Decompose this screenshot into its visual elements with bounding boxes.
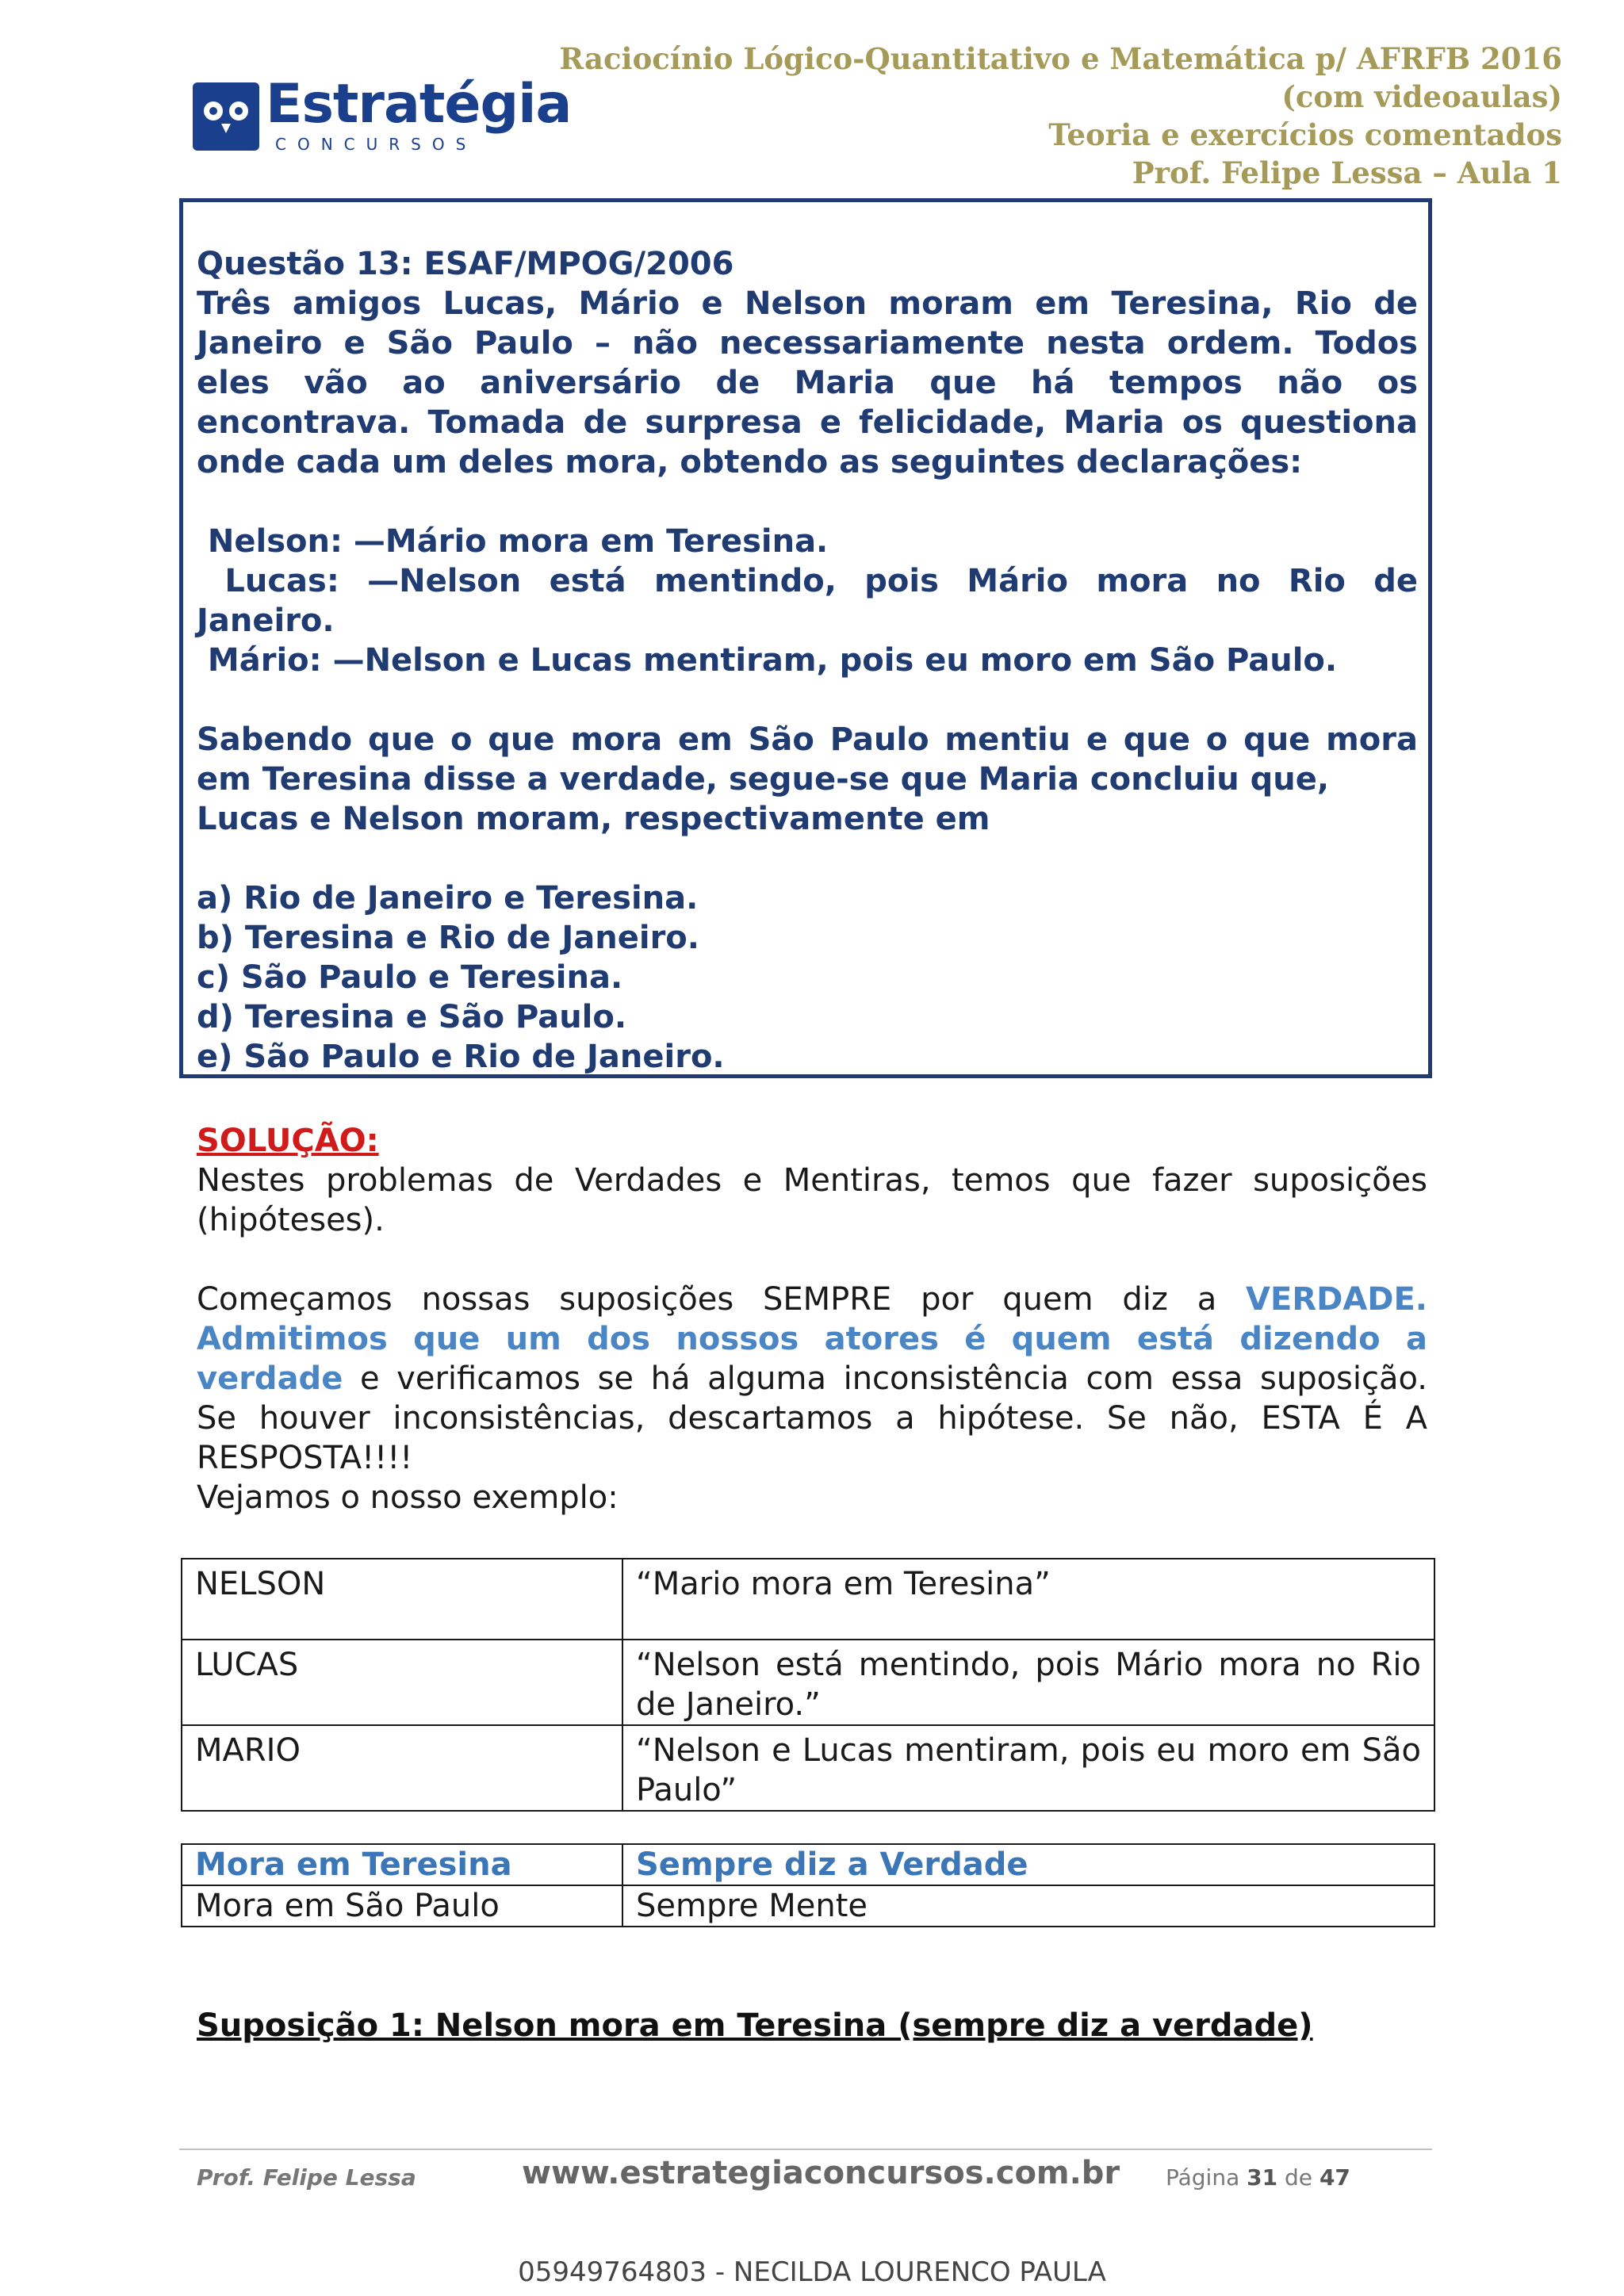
table-row [182, 1640, 1434, 1725]
option-d: d) Teresina e São Paulo. [197, 999, 627, 1035]
estrategia-logo [193, 73, 573, 157]
page-label: Página [1166, 2164, 1240, 2191]
table-cell: Mora em São Paulo [182, 1885, 622, 1927]
table-cell: Mora em Teresina [182, 1844, 622, 1885]
header-professor: Prof. Felipe Lessa – Aula 1 [1132, 155, 1562, 190]
statement-line: eles vão ao aniversário de Maria que há tempos não os [197, 365, 1418, 401]
text-span: e verificamos se há alguma inconsistência com essa suposição. [343, 1360, 1427, 1397]
declaration-lucas-cont: Janeiro. [197, 603, 335, 639]
logo-subtitle: CONCURSOS [275, 135, 477, 154]
rules-table [181, 1843, 1435, 1927]
footer-website-link[interactable]: www.estrategiaconcursos.com.br [522, 2155, 1120, 2191]
logo-name: Estratégia [266, 73, 572, 136]
table-cell-quote: “Nelson está mentindo, pois Mário mora no Rio de Janeiro.” [622, 1640, 1434, 1725]
table-cell: Sempre diz a Verdade [622, 1844, 1434, 1885]
table-row [182, 1725, 1434, 1811]
highlight-text: Admitimos que um dos nossos atores é quem está dizendo a [197, 1321, 1427, 1357]
footer-divider [179, 2149, 1432, 2150]
footer-page-number [1166, 2164, 1350, 2191]
solution-paragraph: Se houver inconsistências, descartamos a hipótese. Se não, ESTA É A [197, 1400, 1427, 1437]
owl-icon [193, 82, 259, 151]
declaration-lucas: Lucas: —Nelson está mentindo, pois Mário mora no Rio de [197, 563, 1418, 599]
solution-paragraph: (hipóteses). [197, 1202, 385, 1238]
solution-section [197, 1121, 1427, 1517]
header-course-subtitle: (com videoaulas) [1281, 79, 1562, 114]
option-b: b) Teresina e Rio de Janeiro. [197, 920, 699, 956]
table-row [182, 1885, 1434, 1927]
header-course-title: Raciocínio Lógico-Quantitativo e Matemática p/ AFRFB 2016 [559, 41, 1562, 76]
declaration-nelson: Nelson: —Mário mora em Teresina. [197, 523, 829, 560]
question-content [197, 244, 1418, 1077]
conclusion-line: em Teresina disse a verdade, segue-se que Maria concluiu que, [197, 761, 1330, 798]
solution-paragraph [197, 1280, 1427, 1319]
statement-line: onde cada um deles mora, obtendo as seguintes declarações: [197, 444, 1303, 480]
page-header [559, 40, 1562, 192]
footer-author: Prof. Felipe Lessa [197, 2164, 416, 2191]
statement-line: Três amigos Lucas, Mário e Nelson moram em Teresina, Rio de [197, 285, 1418, 322]
page-of: de [1285, 2164, 1313, 2191]
solution-heading: SOLUÇÃO: [197, 1123, 379, 1159]
declaration-mario: Mário: —Nelson e Lucas mentiram, pois eu moro em São Paulo. [197, 642, 1338, 679]
solution-paragraph [197, 1359, 1427, 1399]
supposition-heading: Suposição 1: Nelson mora em Teresina (sempre diz a verdade) [197, 2007, 1313, 2044]
solution-paragraph: Vejamos o nosso exemplo: [197, 1479, 619, 1516]
watermark-text: 05949764803 - NECILDA LOURENCO PAULA [518, 2256, 1106, 2288]
table-cell-quote: “Nelson e Lucas mentiram, pois eu moro em São Paulo” [622, 1725, 1434, 1811]
statement-line: Janeiro e São Paulo – não necessariamente nesta ordem. Todos [197, 325, 1418, 362]
table-row [182, 1559, 1434, 1640]
statements-table [181, 1558, 1435, 1812]
option-a: a) Rio de Janeiro e Teresina. [197, 880, 699, 916]
statement-line: encontrava. Tomada de surpresa e felicidade, Maria os questiona [197, 404, 1418, 441]
text-span: Começamos nossas suposições SEMPRE por quem diz a [197, 1281, 1247, 1318]
table-cell-name: MARIO [182, 1725, 622, 1811]
table-cell-name: NELSON [182, 1559, 622, 1640]
table-cell-quote: “Mario mora em Teresina” [622, 1559, 1434, 1640]
table-cell: Sempre Mente [622, 1885, 1434, 1927]
page-total: 47 [1319, 2164, 1350, 2191]
highlight-text: verdade [197, 1360, 343, 1397]
option-e: e) São Paulo e Rio de Janeiro. [197, 1039, 725, 1075]
option-c: c) São Paulo e Teresina. [197, 959, 623, 996]
header-description: Teoria e exercícios comentados [1048, 117, 1562, 152]
highlight-text: VERDADE. [1246, 1281, 1427, 1318]
table-row [182, 1844, 1434, 1885]
conclusion-line: Lucas e Nelson moram, respectivamente em [197, 801, 990, 837]
page-current: 31 [1247, 2164, 1278, 2191]
question-title: Questão 13: ESAF/MPOG/2006 [197, 246, 734, 282]
conclusion-line: Sabendo que o que mora em São Paulo mentiu e que o que mora [197, 721, 1418, 758]
table-cell-name: LUCAS [182, 1640, 622, 1725]
solution-paragraph: Nestes problemas de Verdades e Mentiras, temos que fazer suposições [197, 1162, 1427, 1199]
solution-paragraph: RESPOSTA!!!! [197, 1440, 413, 1476]
